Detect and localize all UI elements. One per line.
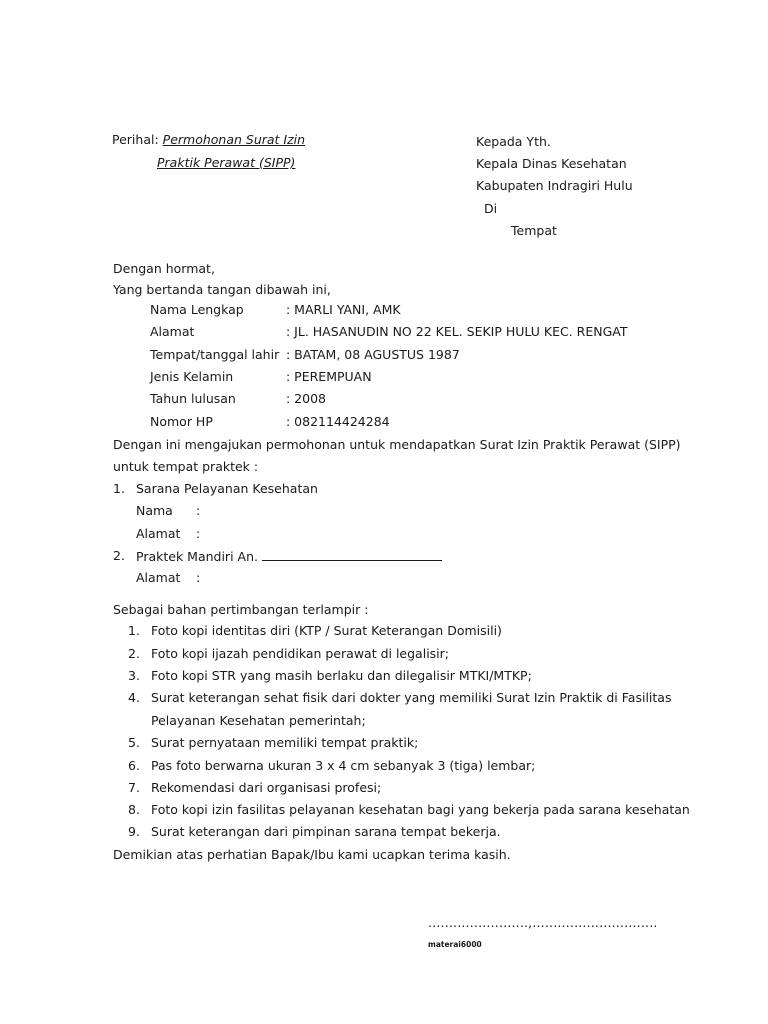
identity-label: Tahun lulusan [150,391,236,406]
attachment-text: Foto kopi izin fasilitas pelayanan kesehatan bagi yang bekerja pada sarana kesehatan [151,802,690,817]
identity-label: Nama Lengkap [150,302,244,317]
praktek-mandiri-label: Praktek Mandiri An. [136,549,258,564]
place-item-label: Sarana Pelayanan Kesehatan [136,481,318,496]
perihal-label: Perihal: [112,132,159,147]
place-alamat2-colon: : [196,570,201,585]
attachment-number: 4. [128,690,140,705]
identity-label: Tempat/tanggal lahir [150,347,280,362]
recipient-line1: Kepada Yth. [476,134,551,149]
attachment-text: Pas foto berwarna ukuran 3 x 4 cm sebanyak 3 (tiga) lembar; [151,758,536,773]
perihal-subject-line1: Permohonan Surat Izin [162,132,306,147]
place-item-number: 2. [113,548,125,563]
recipient-line2: Kepala Dinas Kesehatan [476,156,627,171]
request-line2: untuk tempat praktek : [113,459,259,474]
place-alamat2-label: Alamat [136,570,181,585]
attachment-text: Rekomendasi dari organisasi profesi; [151,780,382,795]
request-line1: Dengan ini mengajukan permohonan untuk mendapatkan Surat Izin Praktik Perawat (SIPP) [113,437,681,452]
attachment-text-continued: Pelayanan Kesehatan pemerintah; [151,713,366,728]
attachment-text: Foto kopi identitas diri (KTP / Surat Keterangan Domisili) [151,623,502,638]
attachment-text: Surat pernyataan memiliki tempat praktik; [151,735,419,750]
attachment-text: Foto kopi STR yang masih berlaku dan dilegalisir MTKI/MTKP; [151,668,532,683]
greeting: Dengan hormat, [113,261,215,276]
attachment-number: 7. [128,780,140,795]
identity-value: : 2008 [286,391,326,406]
identity-value: : JL. HASANUDIN NO 22 KEL. SEKIP HULU KEC. RENGAT [286,324,628,339]
recipient-line5: Tempat [511,223,557,238]
recipient-line3: Kabupaten Indragiri Hulu [476,178,633,193]
intro-text: Yang bertanda tangan dibawah ini, [113,282,331,297]
attachment-text: Surat keterangan dari pimpinan sarana tempat bekerja. [151,824,501,839]
perihal-subject-line2: Praktik Perawat (SIPP) [157,155,296,170]
identity-value: : 082114424284 [286,414,390,429]
identity-value: : MARLI YANI, AMK [286,302,401,317]
identity-label: Jenis Kelamin [150,369,234,384]
place-nama-label: Nama [136,503,173,518]
attachment-number: 3. [128,668,140,683]
recipient-line4: Di [484,201,498,216]
name-blank-line [262,548,442,561]
place-nama-colon: : [196,503,201,518]
attachment-number: 9. [128,824,140,839]
materai-label: materai6000 [428,940,482,949]
closing-text: Demikian atas perhatian Bapak/Ibu kami ucapkan terima kasih. [113,847,511,862]
attachment-number: 2. [128,646,140,661]
attachment-text: Surat keterangan sehat fisik dari dokter yang memiliki Surat Izin Praktik di Fasilitas [151,690,672,705]
identity-value: : PEREMPUAN [286,369,372,384]
attachments-intro: Sebagai bahan pertimbangan terlampir : [113,602,369,617]
place-date-line: ........................,.............................. [428,915,658,930]
place-alamat-colon: : [196,526,201,541]
attachment-number: 6. [128,758,140,773]
perihal-block [112,132,305,148]
identity-value: : BATAM, 08 AGUSTUS 1987 [286,347,460,362]
place-alamat-label: Alamat [136,526,181,541]
place-item-label [136,548,442,565]
identity-label: Alamat [150,324,195,339]
attachment-number: 5. [128,735,140,750]
attachment-number: 8. [128,802,140,817]
identity-label: Nomor HP [150,414,213,429]
attachment-number: 1. [128,623,140,638]
attachment-text: Foto kopi ijazah pendidikan perawat di legalisir; [151,646,449,661]
place-item-number: 1. [113,481,125,496]
